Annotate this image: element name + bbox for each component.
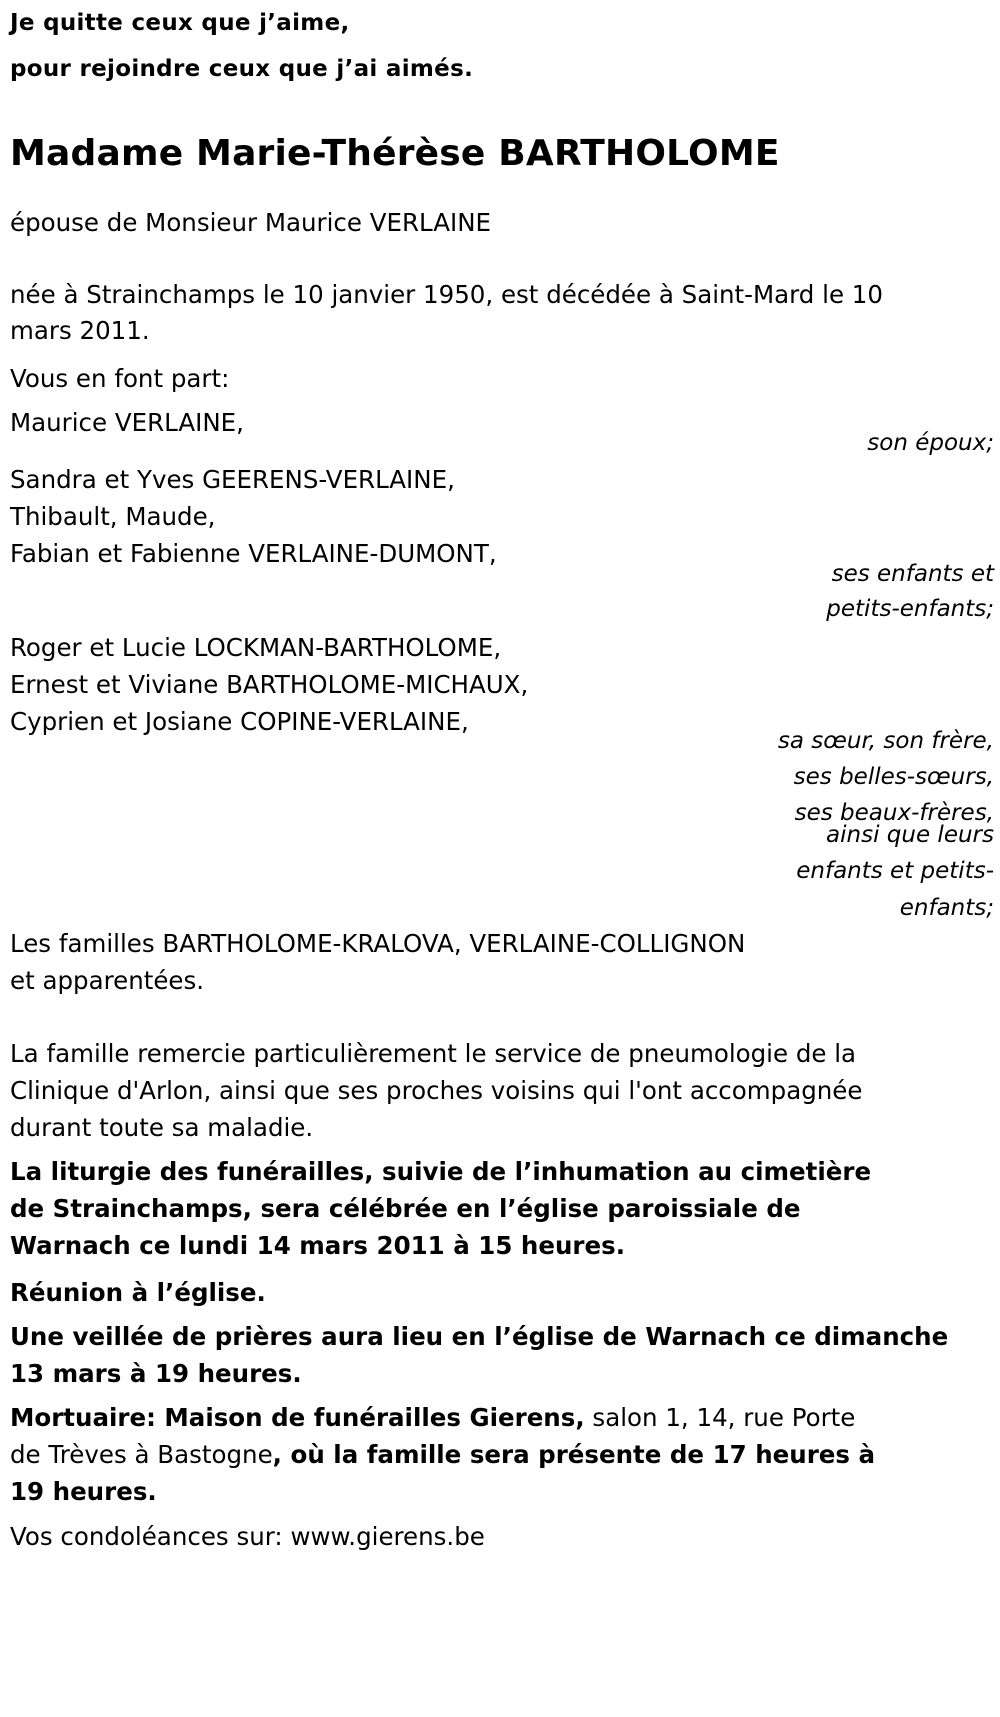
families-line-1: Les familles BARTHOLOME-KRALOVA, VERLAINE-COLLIGNON bbox=[10, 929, 746, 958]
family-relation-line: enfants; bbox=[899, 895, 994, 921]
family-relation-line: ses enfants et bbox=[831, 561, 994, 587]
family-relation-line: son époux; bbox=[867, 430, 994, 456]
family-name-line: Sandra et Yves GEERENS-VERLAINE, bbox=[10, 465, 455, 494]
condolences-label: Vos condoléances sur: bbox=[10, 1522, 291, 1551]
family-relation-line: enfants et petits- bbox=[796, 858, 994, 884]
meeting-line: Réunion à l’église. bbox=[10, 1278, 266, 1307]
spouse-line: épouse de Monsieur Maurice VERLAINE bbox=[10, 208, 492, 237]
announce-intro: Vous en font part: bbox=[10, 364, 230, 393]
mortuary-paragraph bbox=[10, 1399, 890, 1510]
family-name-line: Ernest et Viviane BARTHOLOME-MICHAUX, bbox=[10, 670, 529, 699]
mortuary-trail: , où la famille sera présente de 17 heures à 19 heures. bbox=[10, 1440, 876, 1506]
family-name-line: Fabian et Fabienne VERLAINE-DUMONT, bbox=[10, 539, 497, 568]
condolences-link[interactable]: www.gierens.be bbox=[290, 1522, 485, 1551]
birth-death-line: née à Strainchamps le 10 janvier 1950, est décédée à Saint-Mard le 10 mars 2011. bbox=[10, 280, 883, 345]
family-name-line: Thibault, Maude, bbox=[10, 502, 216, 531]
funeral-paragraph: La liturgie des funérailles, suivie de l’inhumation au cimetière de Strainchamps, sera célébrée en l’église paroissiale de Warnach ce lundi 14 mars 2011 à 15 heures. bbox=[10, 1157, 872, 1260]
epigraph-line-1: Je quitte ceux que j’aime, bbox=[10, 10, 350, 36]
condolences-line bbox=[10, 1518, 485, 1555]
family-name-line: Cyprien et Josiane COPINE-VERLAINE, bbox=[10, 707, 469, 736]
family-relation-line: sa sœur, son frère, bbox=[777, 728, 994, 754]
deceased-name: Madame Marie-Thérèse BARTHOLOME bbox=[10, 133, 780, 174]
thanks-paragraph: La famille remercie particulièrement le service de pneumologie de la Clinique d'Arlon, ainsi que ses proches voisins qui l'ont accompagnée durant toute sa maladie. bbox=[10, 1039, 863, 1142]
family-relation-line: ses belles-sœurs, bbox=[793, 764, 994, 790]
family-relation-line: ainsi que leurs bbox=[826, 822, 994, 848]
family-relation-line: ses beaux-frères, bbox=[794, 800, 994, 826]
family-relation-line: petits-enfants; bbox=[826, 596, 994, 622]
vigil-paragraph: Une veillée de prières aura lieu en l’église de Warnach ce dimanche 13 mars à 19 heures. bbox=[10, 1322, 949, 1388]
mortuary-lead: Mortuaire: Maison de funérailles Gierens, bbox=[10, 1403, 585, 1432]
family-name-line: Roger et Lucie LOCKMAN-BARTHOLOME, bbox=[10, 633, 502, 662]
epigraph-line-2: pour rejoindre ceux que j’ai aimés. bbox=[10, 56, 474, 82]
families-line-2: et apparentées. bbox=[10, 966, 205, 995]
family-name-line: Maurice VERLAINE, bbox=[10, 408, 244, 437]
mortuary-address: salon 1, 14, rue Porte de Trèves à Bastogne bbox=[10, 1403, 856, 1469]
